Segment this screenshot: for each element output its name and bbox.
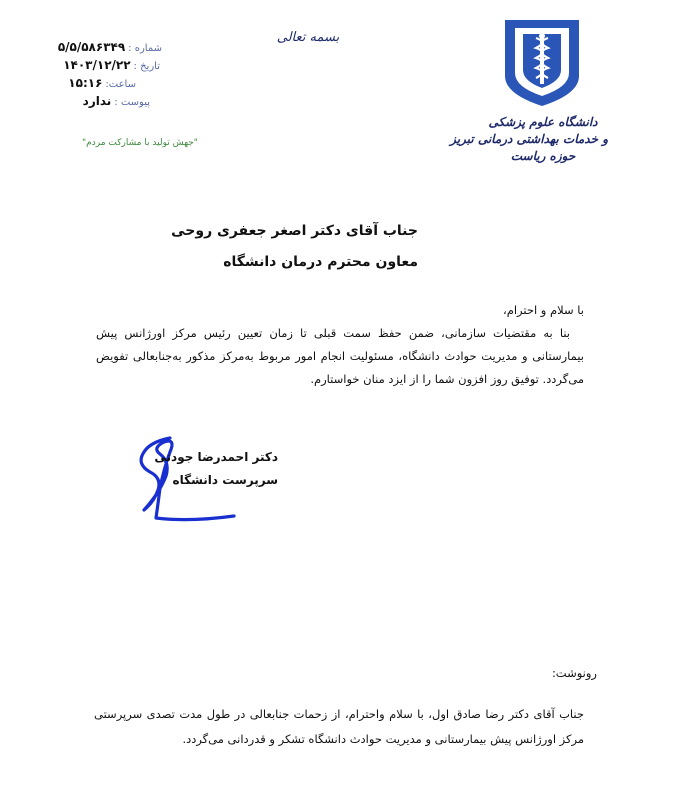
meta-attachment-label: پیوست : [114,97,150,108]
cc-text: جناب آقای دکتر رضا صادق اول، با سلام واحترام، از زحمات جنابعالی در طول مدت تصدی سرپرستی مرکز اورژانس پیش بیمارستانی و مدیریت حوادث دانشگاه تشکر و قدردانی می‌گردد. [94,707,584,746]
greeting: با سلام و احترام، [503,303,584,317]
basmala: بسمه تعالی [276,30,340,45]
meta-time-row [22,76,162,94]
university-name [450,114,608,165]
signer-name: دکتر احمدرضا جودتی [154,450,278,464]
meta-number-row [22,40,162,58]
university-name-line2: و خدمات بهداشتی درمانی تبریز [450,132,608,146]
meta-date-row [22,58,162,76]
letter-meta [22,40,162,112]
meta-attachment-value: ندارد [82,94,112,108]
meta-attachment-row [22,94,162,112]
meta-time-value: ۱۵:۱۶ [68,76,103,90]
university-name-line3: حوزه ریاست [510,149,576,163]
meta-date-value: ۱۴۰۳/۱۲/۲۲ [63,58,131,72]
meta-number-label: شماره : [128,43,162,54]
meta-time-label: ساعت: [105,79,136,90]
letter-body [96,299,584,391]
cc-label: رونوشت: [551,666,597,680]
signer-block [154,446,278,492]
meta-number-value: ۵/۵/۵۸۶۳۴۹ [57,40,126,54]
addressee [118,216,418,278]
university-name-line1: دانشگاه علوم پزشکی [488,115,598,129]
addressee-title: معاون محترم درمان دانشگاه [223,254,418,270]
signer-title: سرپرست دانشگاه [172,473,278,487]
university-logo-icon [503,18,581,108]
body-paragraph: بنا به مقتضیات سازمانی، ضمن حفظ سمت قبلی تا زمان تعیین رئیس مرکز اورژانس پیش بیمارستانی و مدیریت حوادث دانشگاه، مسئولیت انجام امور مربوط به‌مرکز مذکور به‌جنابعالی تفویض می‌گردد. توفیق روز افزون شما را از ایزد منان خواستارم. [96,326,584,386]
meta-date-label: تاریخ : [133,61,160,72]
slogan: "جهش تولید با مشارکت مردم" [82,138,198,148]
addressee-name: جناب آقای دکتر اصغر جعفری روحی [171,223,418,239]
